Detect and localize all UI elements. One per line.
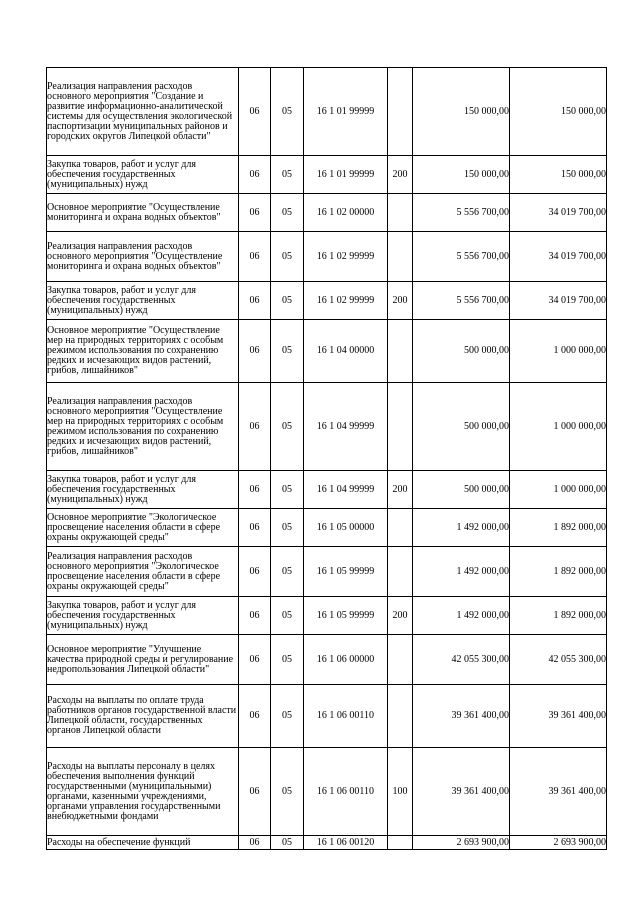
budget-table-body	[47, 68, 607, 850]
row-expense-type: 200	[388, 156, 413, 194]
row-sum-1: 2 693 900,00	[413, 836, 510, 850]
row-sum-1: 5 556 700,00	[413, 282, 510, 320]
row-subsection: 05	[271, 320, 304, 383]
row-section: 06	[239, 685, 271, 748]
row-sum-1: 5 556 700,00	[413, 232, 510, 282]
row-subsection: 05	[271, 685, 304, 748]
table-row	[47, 547, 607, 597]
row-subsection: 05	[271, 597, 304, 635]
row-expense-type: 100	[388, 748, 413, 836]
row-expense-type: 200	[388, 282, 413, 320]
row-section: 06	[239, 509, 271, 547]
row-name: Основное мероприятие "Экологическое просвещение населения области в сфере охраны окружающей среды"	[47, 509, 239, 547]
row-name: Основное мероприятие "Улучшение качества природной среды и регулирование недропользования Липецкой области"	[47, 635, 239, 685]
row-section: 06	[239, 635, 271, 685]
table-row	[47, 597, 607, 635]
row-subsection: 05	[271, 635, 304, 685]
table-row	[47, 320, 607, 383]
row-sum-2: 1 892 000,00	[510, 509, 607, 547]
row-subsection: 05	[271, 547, 304, 597]
table-row	[47, 471, 607, 509]
row-section: 06	[239, 547, 271, 597]
row-section: 06	[239, 156, 271, 194]
row-subsection: 05	[271, 194, 304, 232]
row-section: 06	[239, 282, 271, 320]
row-sum-2: 34 019 700,00	[510, 194, 607, 232]
row-section: 06	[239, 471, 271, 509]
row-expense-type: 200	[388, 471, 413, 509]
row-subsection: 05	[271, 282, 304, 320]
row-section: 06	[239, 383, 271, 471]
table-row	[47, 232, 607, 282]
row-subsection: 05	[271, 68, 304, 156]
row-sum-1: 500 000,00	[413, 320, 510, 383]
row-expense-type	[388, 194, 413, 232]
row-subsection: 05	[271, 232, 304, 282]
row-expense-type	[388, 383, 413, 471]
row-subsection: 05	[271, 383, 304, 471]
row-sum-2: 1 000 000,00	[510, 320, 607, 383]
table-row	[47, 509, 607, 547]
table-row	[47, 68, 607, 156]
row-target-article: 16 1 01 99999	[304, 68, 388, 156]
table-row	[47, 383, 607, 471]
row-sum-2: 150 000,00	[510, 68, 607, 156]
row-sum-2: 34 019 700,00	[510, 232, 607, 282]
row-subsection: 05	[271, 156, 304, 194]
row-target-article: 16 1 02 99999	[304, 282, 388, 320]
row-name: Закупка товаров, работ и услуг для обеспечения государственных (муниципальных) нужд	[47, 156, 239, 194]
row-target-article: 16 1 04 99999	[304, 471, 388, 509]
row-sum-1: 42 055 300,00	[413, 635, 510, 685]
row-sum-2: 1 892 000,00	[510, 597, 607, 635]
row-name: Реализация направления расходов основного мероприятия "Экологическое просвещение населения области в сфере охраны окружающей среды"	[47, 547, 239, 597]
row-sum-2: 1 000 000,00	[510, 383, 607, 471]
row-sum-1: 39 361 400,00	[413, 685, 510, 748]
row-target-article: 16 1 01 99999	[304, 156, 388, 194]
row-sum-1: 1 492 000,00	[413, 547, 510, 597]
row-name: Реализация направления расходов основного мероприятия "Осуществление мониторинга и охрана водных объектов"	[47, 232, 239, 282]
row-sum-1: 1 492 000,00	[413, 597, 510, 635]
row-target-article: 16 1 06 00000	[304, 635, 388, 685]
row-name: Основное мероприятие "Осуществление мер на природных территориях с особым режимом использования по сохранению редких и исчезающих видов растений, грибов, лишайников"	[47, 320, 239, 383]
row-name: Закупка товаров, работ и услуг для обеспечения государственных (муниципальных) нужд	[47, 282, 239, 320]
row-expense-type	[388, 509, 413, 547]
row-expense-type	[388, 547, 413, 597]
table-row	[47, 836, 607, 850]
row-target-article: 16 1 05 00000	[304, 509, 388, 547]
row-name: Расходы на выплаты персоналу в целях обеспечения выполнения функций государственными (муниципальными) органами, казенными учреждениями, органами управления государственными внебюджетными фондами	[47, 748, 239, 836]
row-expense-type	[388, 836, 413, 850]
row-section: 06	[239, 597, 271, 635]
row-sum-2: 39 361 400,00	[510, 748, 607, 836]
row-sum-1: 5 556 700,00	[413, 194, 510, 232]
row-name: Расходы на выплаты по оплате труда работников органов государственной власти Липецкой области, государственных органов Липецкой области	[47, 685, 239, 748]
row-sum-2: 34 019 700,00	[510, 282, 607, 320]
row-expense-type	[388, 320, 413, 383]
row-target-article: 16 1 06 00120	[304, 836, 388, 850]
row-sum-1: 150 000,00	[413, 68, 510, 156]
row-name: Основное мероприятие "Осуществление мониторинга и охрана водных объектов"	[47, 194, 239, 232]
row-section: 06	[239, 68, 271, 156]
row-target-article: 16 1 04 00000	[304, 320, 388, 383]
row-sum-1: 39 361 400,00	[413, 748, 510, 836]
row-sum-1: 1 492 000,00	[413, 509, 510, 547]
row-sum-2: 42 055 300,00	[510, 635, 607, 685]
row-expense-type	[388, 232, 413, 282]
row-target-article: 16 1 05 99999	[304, 547, 388, 597]
row-sum-1: 500 000,00	[413, 383, 510, 471]
row-target-article: 16 1 02 00000	[304, 194, 388, 232]
row-section: 06	[239, 836, 271, 850]
row-section: 06	[239, 748, 271, 836]
row-name: Реализация направления расходов основного мероприятия "Осуществление мер на природных территориях с особым режимом использования по сохранению редких и исчезающих видов растений, грибов, лишайников"	[47, 383, 239, 471]
row-target-article: 16 1 05 99999	[304, 597, 388, 635]
row-sum-1: 150 000,00	[413, 156, 510, 194]
row-name: Закупка товаров, работ и услуг для обеспечения государственных (муниципальных) нужд	[47, 471, 239, 509]
row-sum-1: 500 000,00	[413, 471, 510, 509]
budget-table	[46, 67, 607, 850]
row-target-article: 16 1 04 99999	[304, 383, 388, 471]
row-subsection: 05	[271, 509, 304, 547]
row-expense-type	[388, 68, 413, 156]
table-row	[47, 685, 607, 748]
row-subsection: 05	[271, 748, 304, 836]
row-subsection: 05	[271, 836, 304, 850]
row-target-article: 16 1 06 00110	[304, 748, 388, 836]
table-row	[47, 194, 607, 232]
row-target-article: 16 1 02 99999	[304, 232, 388, 282]
row-sum-2: 1 892 000,00	[510, 547, 607, 597]
table-row	[47, 748, 607, 836]
row-expense-type	[388, 635, 413, 685]
row-name: Расходы на обеспечение функций	[47, 836, 239, 850]
row-sum-2: 2 693 900,00	[510, 836, 607, 850]
row-section: 06	[239, 320, 271, 383]
row-sum-2: 39 361 400,00	[510, 685, 607, 748]
row-name: Закупка товаров, работ и услуг для обеспечения государственных (муниципальных) нужд	[47, 597, 239, 635]
row-expense-type: 200	[388, 597, 413, 635]
row-sum-2: 1 000 000,00	[510, 471, 607, 509]
table-row	[47, 156, 607, 194]
row-subsection: 05	[271, 471, 304, 509]
row-name: Реализация направления расходов основного мероприятия "Создание и развитие информационно-аналитической системы для осуществления экологической паспортизации муниципальных районов и городских округов Липецкой области"	[47, 68, 239, 156]
row-section: 06	[239, 232, 271, 282]
row-target-article: 16 1 06 00110	[304, 685, 388, 748]
row-sum-2: 150 000,00	[510, 156, 607, 194]
row-expense-type	[388, 685, 413, 748]
table-row	[47, 635, 607, 685]
row-section: 06	[239, 194, 271, 232]
table-row	[47, 282, 607, 320]
